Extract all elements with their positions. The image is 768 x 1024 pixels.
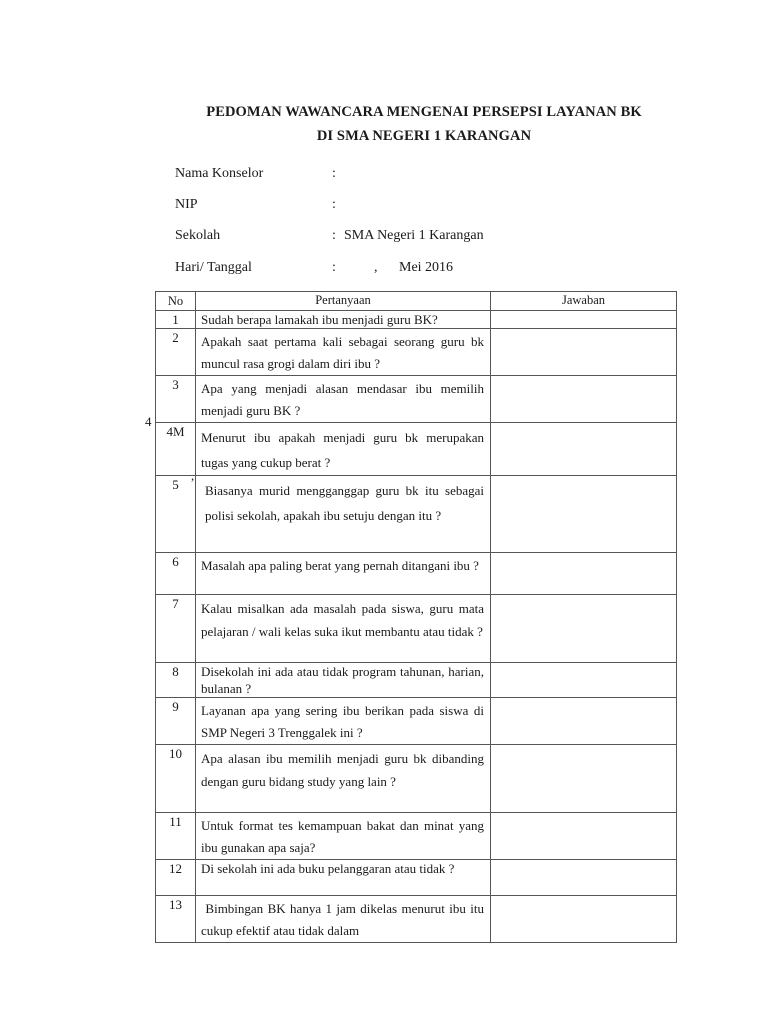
margin-mark: , [191,468,195,483]
row-question [196,553,491,595]
table-row [156,553,677,595]
question-text: Disekolah ini ada atau tidak program tahunan, harian, bulanan ? [201,664,484,696]
question-text: Sudah berapa lamakah ibu menjadi guru BK? [201,312,438,327]
question-text: Kalau misalkan ada masalah pada siswa, guru mata pelajaran / wali kelas suka ikut membantu atau tidak ? [201,601,484,639]
row-question [196,745,491,813]
row-question [196,476,491,553]
answer-cell[interactable] [491,663,677,698]
header-pertanyaan: Pertanyaan [196,292,491,311]
answer-cell[interactable] [491,813,677,860]
table-row [156,595,677,663]
document-title-line2: DI SMA NEGERI 1 KARANGAN [316,128,532,144]
answer-cell[interactable] [491,896,677,943]
row-no: 12 [156,860,196,896]
answer-cell[interactable] [491,311,677,329]
row-question [196,595,491,663]
table-row [156,329,677,376]
table-row [156,860,677,896]
question-text: Untuk format tes kemampuan bakat dan minat yang ibu gunakan apa saja? [201,818,484,855]
margin-mark: 4 [145,414,152,429]
question-text: Bimbingan BK hanya 1 jam dikelas menurut ibu itu cukup efektif atau tidak dalam [201,901,488,938]
question-text: Apakah saat pertama kali sebagai seorang guru bk muncul rasa grogi dalam diri ibu ? [201,334,484,371]
table-row [156,698,677,745]
question-text: Biasanya murid mengganggap guru bk itu sebagai polisi sekolah, apakah ibu setuju dengan itu ? [205,483,484,523]
table-row [156,311,677,329]
row-question [196,663,491,698]
question-text: Masalah apa paling berat yang pernah ditangani ibu ? [201,558,479,573]
info-value: Mei 2016 [399,260,454,275]
info-value: SMA Negeri 1 Karangan [344,228,484,243]
answer-cell[interactable] [491,553,677,595]
info-label: Hari/ Tanggal [175,260,252,275]
answer-cell[interactable] [491,698,677,745]
table-row [156,423,677,476]
row-no: 1 [156,311,196,329]
row-question [196,329,491,376]
info-label: NIP [175,197,198,212]
answer-cell[interactable] [491,745,677,813]
row-no: 3 [156,376,196,423]
table-row [156,663,677,698]
header-jawaban: Jawaban [491,292,677,311]
table-row [156,896,677,943]
question-text: Menurut ibu apakah menjadi guru bk merupakan tugas yang cukup berat ? [201,430,484,470]
row-no: 13 [156,896,196,943]
info-colon: : [332,166,336,181]
row-no: 10 [156,745,196,813]
row-question [196,423,491,476]
table-row [156,813,677,860]
answer-cell[interactable] [491,376,677,423]
answer-cell[interactable] [491,329,677,376]
question-text: Di sekolah ini ada buku pelanggaran atau tidak ? [201,861,455,876]
answer-cell[interactable] [491,860,677,896]
header-no: No [156,292,196,311]
answer-cell[interactable] [491,595,677,663]
row-question [196,376,491,423]
info-colon: : [332,260,336,275]
row-no: 4M [156,423,196,476]
row-question [196,698,491,745]
table-row [156,476,677,553]
row-no: 9 [156,698,196,745]
table-row [156,376,677,423]
question-text: Apa alasan ibu memilih menjadi guru bk dibanding dengan guru bidang study yang lain ? [201,751,484,789]
row-no: 11 [156,813,196,860]
answer-cell[interactable] [491,476,677,553]
row-no: 7 [156,595,196,663]
interview-table [155,291,677,943]
row-question [196,813,491,860]
table-header-row [156,292,677,311]
row-question [196,860,491,896]
question-text: Layanan apa yang sering ibu berikan pada siswa di SMP Negeri 3 Trenggalek ini ? [201,703,484,740]
info-value-prefix: , [374,260,378,275]
document-title-line1: PEDOMAN WAWANCARA MENGENAI PERSEPSI LAYANAN BK [206,104,642,120]
row-no: 5 [156,476,196,553]
answer-cell[interactable] [491,423,677,476]
table-row [156,745,677,813]
info-label: Sekolah [175,228,221,243]
info-colon: : [332,197,336,212]
info-colon: : [332,228,336,243]
info-label: Nama Konselor [175,166,264,181]
row-question [196,311,491,329]
row-question [196,896,491,943]
row-no: 2 [156,329,196,376]
row-no: 6 [156,553,196,595]
question-text: Apa yang menjadi alasan mendasar ibu memilih menjadi guru BK ? [201,381,484,418]
row-no: 8 [156,663,196,698]
